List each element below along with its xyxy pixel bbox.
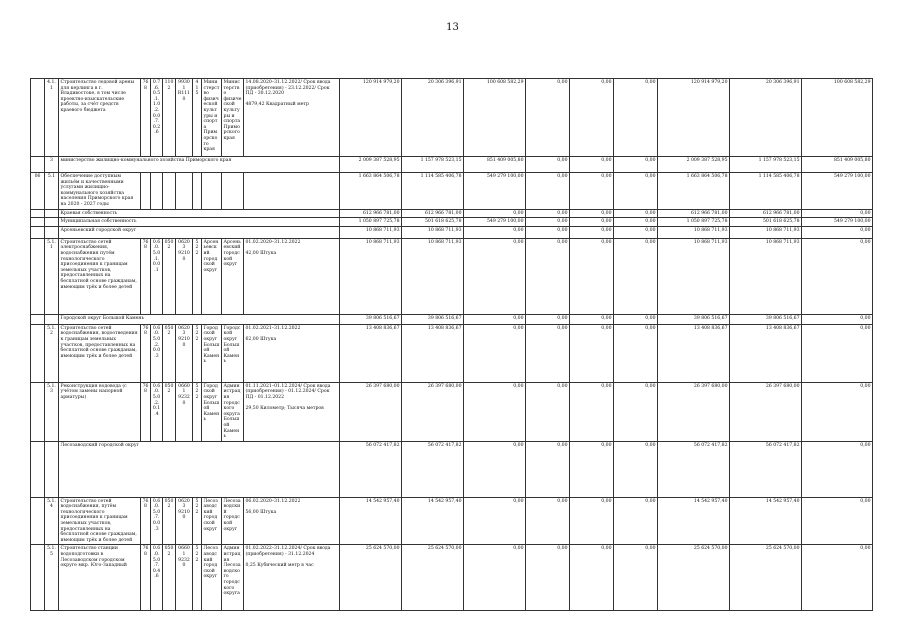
amount-cell: 120 914 979,20: [658, 79, 730, 157]
amount-cell: 0,00: [614, 238, 658, 314]
row-number-cell: 5.1.5: [45, 545, 59, 611]
amount-cell: 1 157 978 523,15: [402, 157, 464, 173]
table-row: [31, 324, 873, 382]
amount-cell: 13 408 836,67: [340, 324, 402, 382]
amount-cell: 10 868 711,93: [340, 238, 402, 314]
amount-cell: 501 618 625,78: [402, 218, 464, 227]
amount-cell: 0,00: [526, 497, 570, 545]
amount-cell: 0,00: [614, 314, 658, 324]
amount-cell: 39 806 516,67: [340, 314, 402, 324]
amount-cell: 501 618 625,78: [730, 218, 802, 227]
section-cell: 1102: [163, 79, 176, 157]
row-prefix-cell: [31, 238, 45, 314]
section-cell: 0502: [163, 545, 176, 611]
amount-cell: 0,00: [464, 314, 526, 324]
dates-capacity-cell: 06.02.2020–31.12.2022 56,00 Штука: [244, 497, 340, 545]
amount-cell: 612 966 781,00: [340, 209, 402, 218]
expense-type-cell: 522: [193, 238, 202, 314]
amount-cell: 13 408 836,67: [658, 324, 730, 382]
code-cell: 0.6.0.5.0.2.0.1.4: [151, 382, 163, 441]
target-article-cell: 06601 92320: [176, 382, 193, 441]
amount-cell: 0,00: [614, 157, 658, 173]
grbs-cell: 768: [141, 238, 151, 314]
table-row: [31, 545, 873, 611]
amount-cell: 10 868 711,93: [340, 226, 402, 238]
page-number: 13: [446, 22, 459, 33]
amount-cell: 0,00: [802, 226, 873, 238]
row-name-cell: Городской округ Большой Камень: [59, 314, 340, 324]
amount-cell: 0,00: [526, 209, 570, 218]
amount-cell: 39 806 516,67: [658, 314, 730, 324]
table-body: [31, 79, 873, 611]
amount-cell: 100 608 582,29: [464, 79, 526, 157]
amount-cell: 851 409 005,80: [464, 157, 526, 173]
code-cell: [151, 173, 163, 210]
table-row: [31, 441, 873, 497]
row-number-cell: 3: [45, 157, 59, 173]
amount-cell: 549 279 100,00: [802, 173, 873, 210]
customer-cell: [222, 173, 244, 210]
amount-cell: 612 966 781,00: [658, 209, 730, 218]
customer-cell: Администрация городского округа Большой Камень: [222, 382, 244, 441]
amount-cell: 0,00: [464, 226, 526, 238]
amount-cell: 1 050 897 725,78: [658, 218, 730, 227]
amount-cell: 0,00: [614, 173, 658, 210]
amount-cell: 612 966 781,00: [730, 209, 802, 218]
amount-cell: 0,00: [570, 382, 614, 441]
row-name-cell: Арсеньевский городской округ: [59, 226, 340, 238]
code-cell: 0.7.6.0.5.1.1.0.2.0.0.7.0.2.6: [151, 79, 163, 157]
amount-cell: 2 009 387 528,95: [340, 157, 402, 173]
table-row: [31, 173, 873, 210]
executor-cell: Городской округ Большой Камень: [202, 382, 222, 441]
amount-cell: 14 542 957,40: [658, 497, 730, 545]
amount-cell: 10 868 711,93: [402, 238, 464, 314]
dates-capacity-cell: 01.11.2021–01.12.2024/ Срок ввода (приобретения) - 01.12.2024/ Срок ПД - 01.12.2022 29,50 Километр; Тысяча метров: [244, 382, 340, 441]
code-cell: 0.6.0.5.0.2.0.0.3: [151, 324, 163, 382]
amount-cell: 10 868 711,93: [402, 226, 464, 238]
amount-cell: 56 072 417,82: [658, 441, 730, 497]
grbs-cell: 768: [141, 382, 151, 441]
section-cell: [163, 173, 176, 210]
table-row: [31, 157, 873, 173]
amount-cell: 0,00: [570, 441, 614, 497]
amount-cell: 549 279 100,00: [802, 218, 873, 227]
dates-capacity-cell: 01.02.2021–31.12.2022 62,00 Штука: [244, 324, 340, 382]
amount-cell: 0,00: [802, 238, 873, 314]
amount-cell: 14 542 957,40: [730, 497, 802, 545]
customer-cell: Администрация Лесозаводского городского округа: [222, 545, 244, 611]
amount-cell: 0,00: [570, 173, 614, 210]
expense-type-cell: 522: [193, 382, 202, 441]
amount-cell: 0,00: [526, 79, 570, 157]
row-prefix-cell: [31, 441, 45, 497]
amount-cell: 120 914 979,20: [340, 79, 402, 157]
amount-cell: 1 663 864 506,78: [658, 173, 730, 210]
row-number-cell: [45, 226, 59, 238]
amount-cell: 10 868 711,93: [730, 226, 802, 238]
table-row: [31, 382, 873, 441]
amount-cell: 0,00: [464, 545, 526, 611]
amount-cell: 1 050 897 725,78: [340, 218, 402, 227]
table-row: [31, 497, 873, 545]
amount-cell: 0,00: [464, 441, 526, 497]
amount-cell: 612 966 781,00: [402, 209, 464, 218]
executor-cell: Министерство физической культуры и спорта Приморского края: [202, 79, 222, 157]
grbs-cell: 768: [141, 545, 151, 611]
row-number-cell: [45, 218, 59, 227]
amount-cell: 0,00: [570, 157, 614, 173]
row-number-cell: 5.1.2: [45, 324, 59, 382]
amount-cell: 0,00: [464, 382, 526, 441]
amount-cell: 0,00: [464, 324, 526, 382]
executor-cell: [202, 173, 222, 210]
section-cell: 0502: [163, 497, 176, 545]
amount-cell: 25 624 570,00: [402, 545, 464, 611]
amount-cell: 0,00: [802, 324, 873, 382]
expense-type-cell: [193, 173, 202, 210]
amount-cell: 0,00: [614, 441, 658, 497]
amount-cell: 0,00: [614, 382, 658, 441]
amount-cell: 0,00: [802, 497, 873, 545]
row-prefix-cell: [31, 497, 45, 545]
amount-cell: 25 624 570,00: [658, 545, 730, 611]
amount-cell: 0,00: [464, 238, 526, 314]
grbs-cell: [141, 173, 151, 210]
row-name-cell: Реконструкция водовода (с учётом замены напорной арматуры): [59, 382, 141, 441]
code-cell: 0.6.0.5.0.7.0.4.6: [151, 545, 163, 611]
row-prefix-cell: [31, 324, 45, 382]
amount-cell: 0,00: [802, 314, 873, 324]
amount-cell: 0,00: [570, 314, 614, 324]
row-prefix-cell: [31, 209, 45, 218]
table-row: [31, 238, 873, 314]
row-prefix-cell: [31, 218, 45, 227]
row-name-cell: министерство жилищно-коммунального хозяйства Приморского края: [59, 157, 340, 173]
amount-cell: 14 542 957,40: [340, 497, 402, 545]
target-article-cell: 99301 R1110: [176, 79, 193, 157]
amount-cell: 0,00: [570, 218, 614, 227]
row-number-cell: 5.1.4: [45, 497, 59, 545]
amount-cell: 0,00: [802, 545, 873, 611]
executor-cell: Лесозаводский городской округ: [202, 545, 222, 611]
row-number-cell: 5.1: [45, 173, 59, 210]
amount-cell: 10 868 711,93: [658, 238, 730, 314]
amount-cell: 0,00: [526, 382, 570, 441]
amount-cell: 0,00: [802, 441, 873, 497]
row-prefix-cell: [31, 382, 45, 441]
amount-cell: 0,00: [802, 382, 873, 441]
table-row: [31, 79, 873, 157]
amount-cell: 0,00: [614, 79, 658, 157]
amount-cell: 1 114 585 406,78: [402, 173, 464, 210]
section-cell: 0502: [163, 324, 176, 382]
row-number-cell: 5.1.3: [45, 382, 59, 441]
expense-type-cell: 415: [193, 79, 202, 157]
amount-cell: 0,00: [526, 238, 570, 314]
amount-cell: 2 009 387 528,95: [658, 157, 730, 173]
amount-cell: 20 306 396,91: [402, 79, 464, 157]
amount-cell: 39 806 516,67: [730, 314, 802, 324]
row-number-cell: 4.1.1: [45, 79, 59, 157]
amount-cell: 10 868 711,93: [730, 238, 802, 314]
amount-cell: 0,00: [526, 226, 570, 238]
row-number-cell: 5.1.1: [45, 238, 59, 314]
executor-cell: Арсеньевский городской округ: [202, 238, 222, 314]
dates-capacity-cell: 01.02.2020–31.12.2022 42,00 Штука: [244, 238, 340, 314]
amount-cell: 13 408 836,67: [730, 324, 802, 382]
executor-cell: Городской округ Большой Камень: [202, 324, 222, 382]
amount-cell: 10 868 711,93: [658, 226, 730, 238]
target-article-cell: 06203 92100: [176, 238, 193, 314]
executor-cell: Лесозаводский городской округ: [202, 497, 222, 545]
row-name-cell: Краевая собственность: [59, 209, 340, 218]
row-number-cell: [45, 314, 59, 324]
target-article-cell: 06601 92320: [176, 545, 193, 611]
amount-cell: 0,00: [526, 218, 570, 227]
dates-capacity-cell: 01.02.2022–31.12.2024/ Срок ввода (приобретения) - 31.12.2024 0,25 Кубический метр в час: [244, 545, 340, 611]
grbs-cell: 768: [141, 324, 151, 382]
amount-cell: 25 624 570,00: [730, 545, 802, 611]
row-name-cell: Строительство станции водоподготовки в Лесозаводском городском округе мкр. Юго-Западный: [59, 545, 141, 611]
amount-cell: 0,00: [614, 226, 658, 238]
amount-cell: 56 072 417,82: [402, 441, 464, 497]
row-prefix-cell: [31, 314, 45, 324]
target-article-cell: 06203 92100: [176, 497, 193, 545]
row-name-cell: Строительство ледовой арены для керлинга в г. Владивостоке, в том числе проектно-изыскательские работы, за счёт средств краевого бюджета: [59, 79, 141, 157]
amount-cell: 0,00: [526, 441, 570, 497]
amount-cell: 1 663 864 506,78: [340, 173, 402, 210]
customer-cell: Лесозаводский городской округ: [222, 497, 244, 545]
grbs-cell: 768: [141, 79, 151, 157]
amount-cell: 20 306 396,91: [730, 79, 802, 157]
row-name-cell: Строительство сетей водоснабжения, водоотведения к границам земельных участков, предоставленных на бесплатной основе гражданам, имеющим трёх и более детей: [59, 324, 141, 382]
amount-cell: 549 279 100,00: [464, 173, 526, 210]
amount-cell: 0,00: [464, 497, 526, 545]
amount-cell: 0,00: [526, 324, 570, 382]
table-row: [31, 314, 873, 324]
row-prefix-cell: [31, 226, 45, 238]
amount-cell: 0,00: [614, 545, 658, 611]
expense-type-cell: 522: [193, 497, 202, 545]
table-row: [31, 226, 873, 238]
expense-type-cell: 522: [193, 545, 202, 611]
amount-cell: 26 397 680,00: [402, 382, 464, 441]
grbs-cell: 768: [141, 497, 151, 545]
amount-cell: 0,00: [614, 497, 658, 545]
amount-cell: 1 114 585 406,78: [730, 173, 802, 210]
amount-cell: 0,00: [570, 79, 614, 157]
section-cell: 0502: [163, 238, 176, 314]
target-article-cell: [176, 173, 193, 210]
amount-cell: 0,00: [526, 173, 570, 210]
customer-cell: Министерство физической культуры и спорта Приморского края: [222, 79, 244, 157]
amount-cell: 0,00: [614, 218, 658, 227]
amount-cell: 14 542 957,40: [402, 497, 464, 545]
amount-cell: 0,00: [526, 314, 570, 324]
row-name-cell: Строительство сетей электроснабжения, водоснабжения путём технологического присоединения к границам земельных участков, предоставленных на бесплатной основе гражданам, имеющим трёх и более детей: [59, 238, 141, 314]
amount-cell: 39 806 516,67: [402, 314, 464, 324]
row-name-cell: Строительство сетей водоснабжения, путём технологического присоединения к границам земельных участков, предоставленных на бесплатной основе гражданам, имеющим трёх и более детей: [59, 497, 141, 545]
amount-cell: 0,00: [570, 238, 614, 314]
amount-cell: 0,00: [570, 226, 614, 238]
section-cell: 0502: [163, 382, 176, 441]
amount-cell: 0,00: [570, 497, 614, 545]
customer-cell: Арсеньевский городской округ: [222, 238, 244, 314]
table-row: [31, 209, 873, 218]
amount-cell: 26 397 680,00: [340, 382, 402, 441]
row-prefix-cell: [31, 545, 45, 611]
amount-cell: 25 624 570,00: [340, 545, 402, 611]
customer-cell: Городской округ Большой Камень: [222, 324, 244, 382]
dates-capacity-cell: [244, 173, 340, 210]
expense-type-cell: 522: [193, 324, 202, 382]
amount-cell: 0,00: [526, 545, 570, 611]
amount-cell: 26 397 680,00: [658, 382, 730, 441]
amount-cell: 26 397 680,00: [730, 382, 802, 441]
amount-cell: 0,00: [464, 209, 526, 218]
target-article-cell: 06203 92100: [176, 324, 193, 382]
budget-table: [30, 78, 873, 611]
amount-cell: 0,00: [614, 324, 658, 382]
amount-cell: 0,00: [570, 209, 614, 218]
amount-cell: 0,00: [526, 157, 570, 173]
row-name-cell: Лесозаводский городской округ: [59, 441, 340, 497]
amount-cell: 0,00: [614, 209, 658, 218]
dates-capacity-cell: 14.08.2020–31.12.2022/ Срок ввода (приобретения) - 23.12.2022/ Срок ПД - 30.12.2020 4879,42 Квадратный метр: [244, 79, 340, 157]
amount-cell: 13 408 836,67: [402, 324, 464, 382]
row-prefix-cell: [31, 157, 45, 173]
row-prefix-cell: 06: [31, 173, 45, 210]
row-name-cell: Обеспечение доступным жильём и качественными услугами жилищно-коммунального хозяйства населения Приморского края на 2020 - 2027 годы: [59, 173, 141, 210]
row-prefix-cell: [31, 79, 45, 157]
amount-cell: 56 072 417,82: [730, 441, 802, 497]
code-cell: 0.6.0.5.0.7.0.0.3: [151, 497, 163, 545]
row-number-cell: [45, 441, 59, 497]
amount-cell: 100 608 582,29: [802, 79, 873, 157]
amount-cell: 0,00: [802, 209, 873, 218]
amount-cell: 0,00: [570, 545, 614, 611]
amount-cell: 1 157 978 523,15: [730, 157, 802, 173]
amount-cell: 0,00: [570, 324, 614, 382]
row-number-cell: [45, 209, 59, 218]
amount-cell: 851 409 005,80: [802, 157, 873, 173]
code-cell: 0.6.0.5.0.1.0.0.1: [151, 238, 163, 314]
amount-cell: 549 279 100,00: [464, 218, 526, 227]
table-row: [31, 218, 873, 227]
row-name-cell: Муниципальная собственность: [59, 218, 340, 227]
amount-cell: 56 072 417,82: [340, 441, 402, 497]
